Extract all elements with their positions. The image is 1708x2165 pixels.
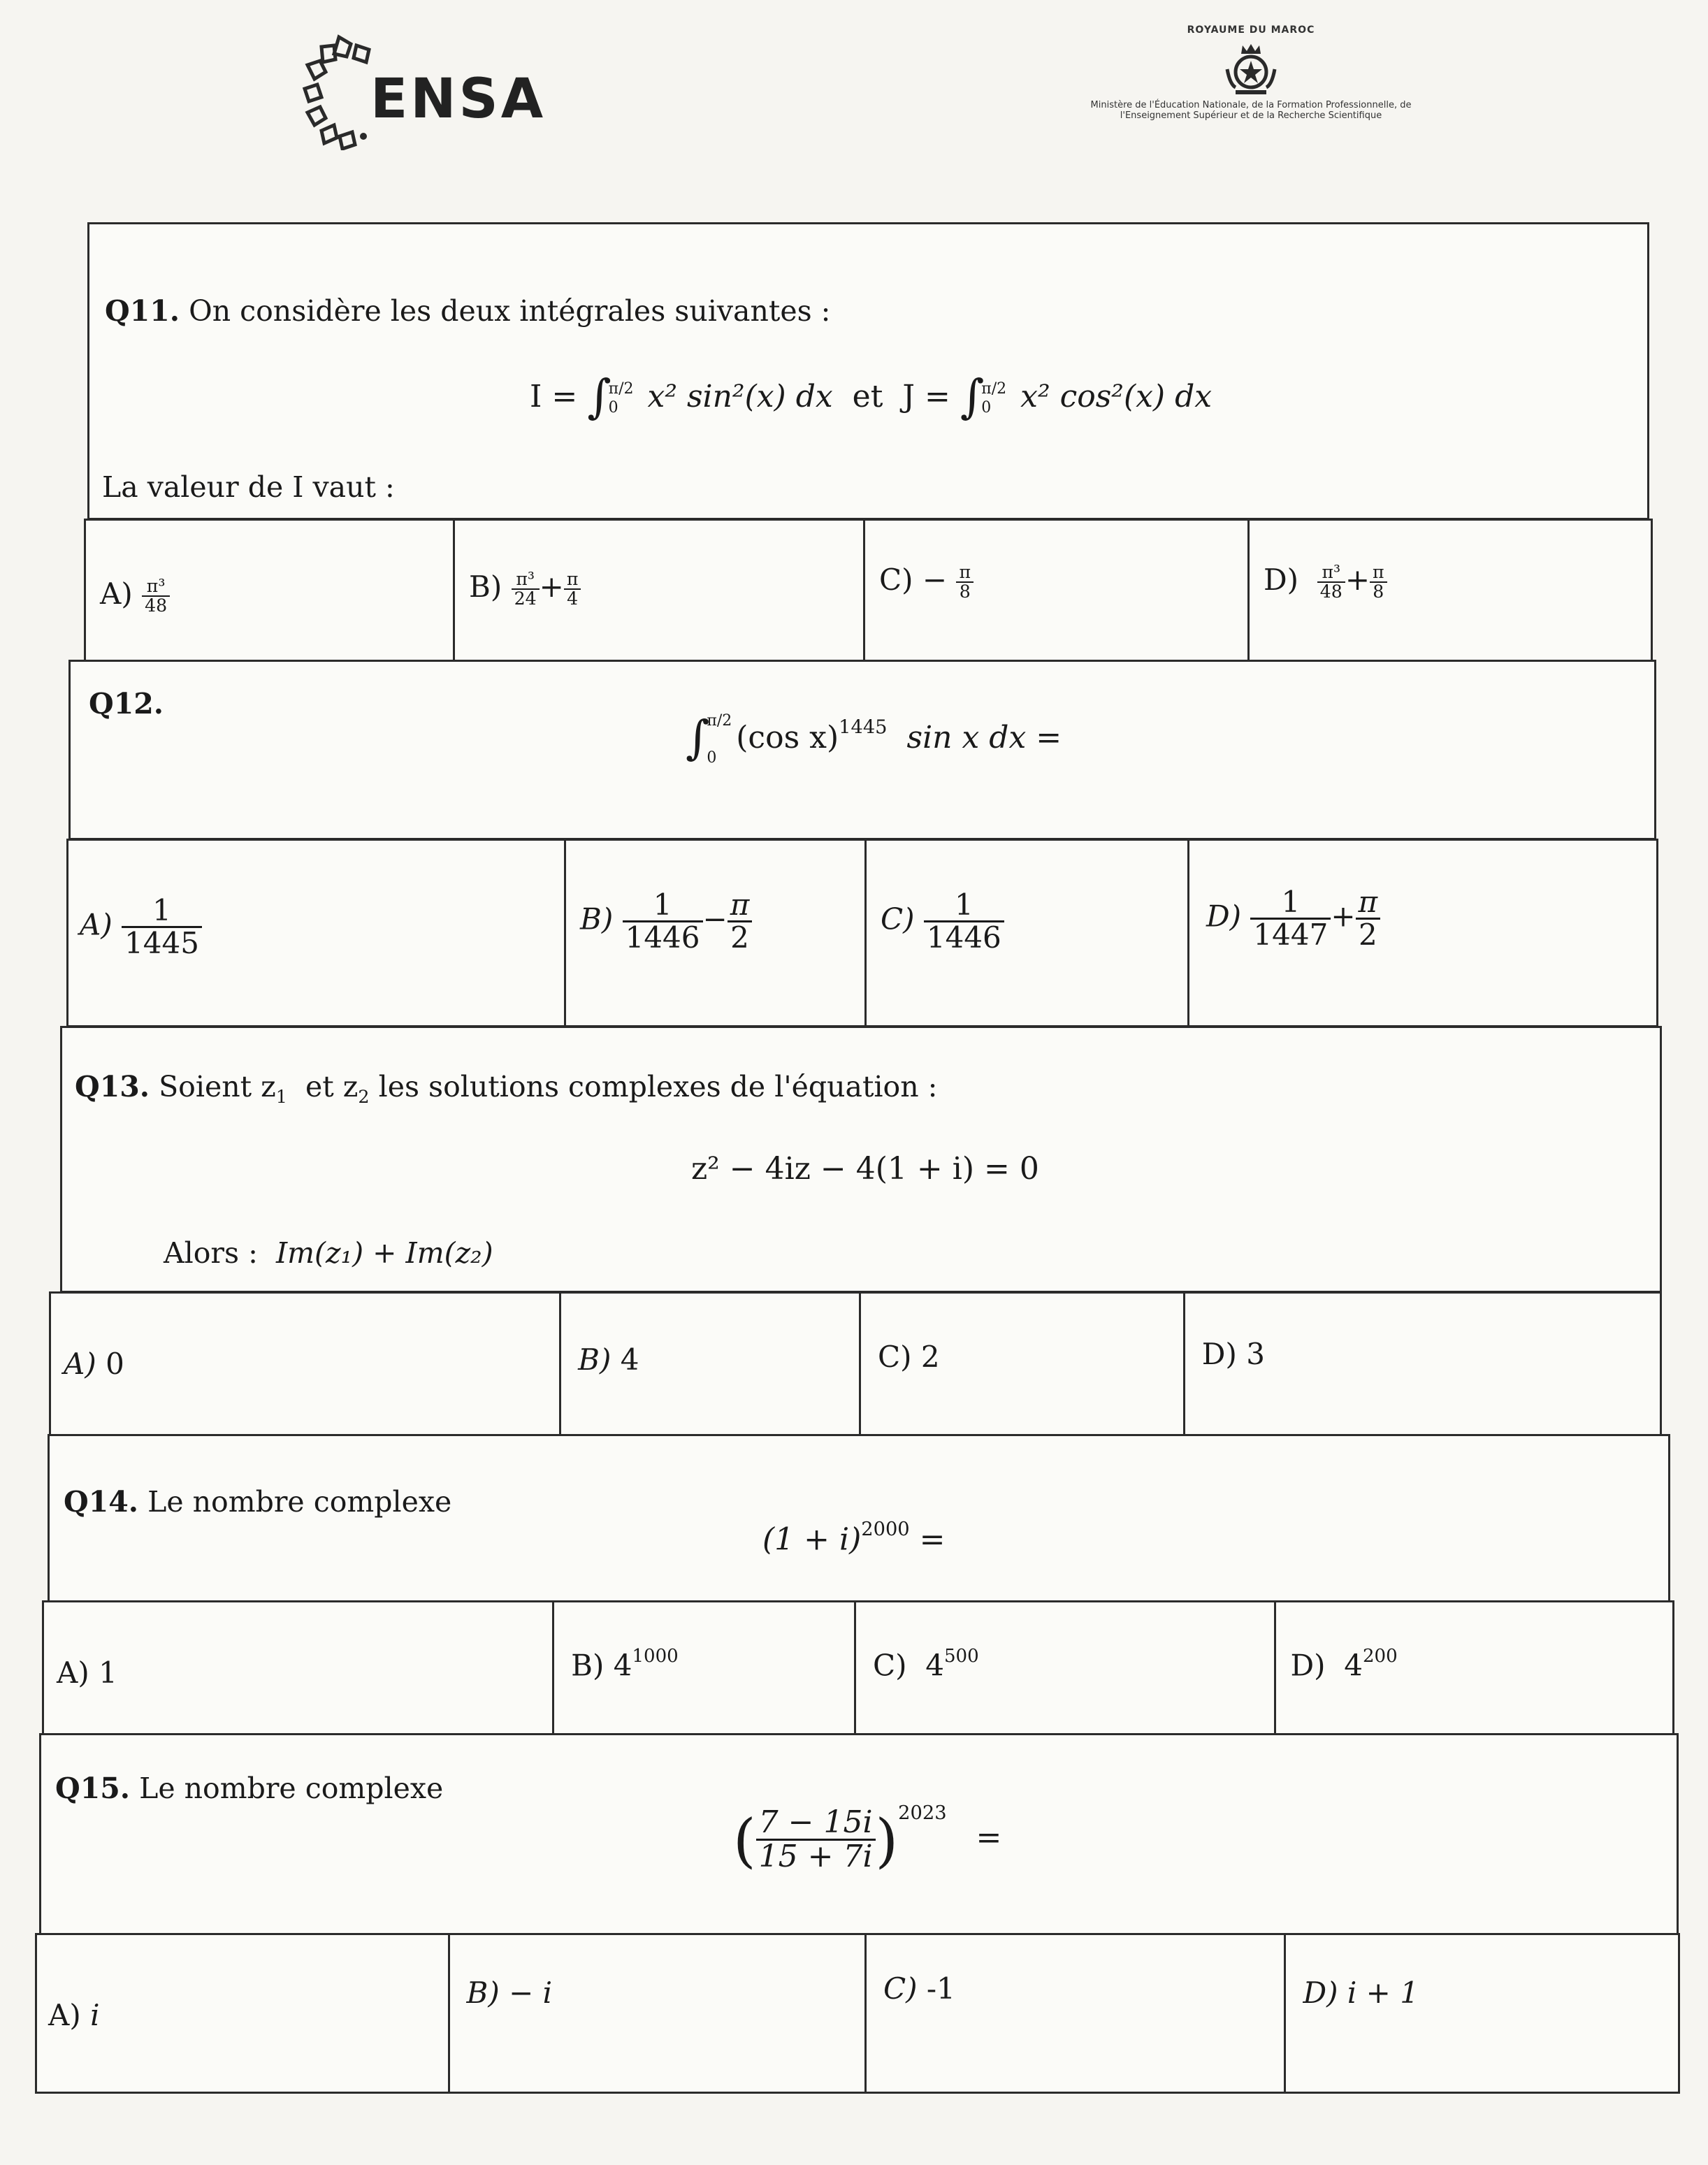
q14-formula [762, 1519, 946, 1557]
q13-then [164, 1236, 493, 1270]
option-label: B) [466, 1976, 500, 2010]
option-label: A) [64, 1347, 96, 1381]
q11-a-value: $\frac{\text{π³}}{48}$ [142, 577, 170, 616]
q11-j-body: x² cos²(x) dx [1020, 379, 1213, 415]
option-label: B) [571, 1648, 605, 1683]
q11-option-c[interactable]: C) − $\frac{\pi}{8}$ [865, 521, 1250, 670]
q15-option-b[interactable] [450, 1935, 867, 2092]
royal-crest-icon [1223, 41, 1279, 97]
option-label: D) [1303, 1976, 1338, 2010]
q12-option-c[interactable]: C) $\frac{1}{1446}$ [867, 841, 1189, 1025]
q13-option-c[interactable] [861, 1294, 1185, 1435]
q14-base: (1 + i) [762, 1521, 862, 1558]
ensa-emblem-icon [301, 31, 377, 150]
q14-option-c[interactable] [856, 1602, 1276, 1734]
q14-tail: = [919, 1521, 946, 1558]
q14-option-d[interactable] [1276, 1602, 1672, 1734]
q13-statement [60, 1026, 1662, 1293]
q11-prompt: On considère les deux intégrales suivantes : [189, 294, 831, 328]
option-value: − i [509, 1976, 553, 2010]
q15-option-d[interactable] [1286, 1935, 1678, 2092]
option-label: A) [80, 907, 113, 942]
q11-i-upper: π/2 [608, 380, 634, 398]
option-base: 4 [613, 1648, 632, 1683]
q15-number: Q15. [55, 1772, 131, 1805]
q11-options [84, 519, 1653, 672]
q12-formula [686, 711, 1062, 767]
q15-option-c[interactable] [867, 1935, 1286, 2092]
q14-exp: 2000 [861, 1519, 910, 1540]
option-value: i [90, 1998, 100, 2032]
q15-prompt: Le nombre complexe [139, 1772, 444, 1805]
kingdom-label: ROYAUME DU MAROC [1187, 24, 1315, 36]
option-label: C) [877, 1340, 912, 1374]
q14-prompt: Le nombre complexe [147, 1485, 452, 1519]
q14-statement [48, 1434, 1670, 1603]
q12-option-d[interactable]: D) $\frac{1}{1447}$ + $\frac{\pi}{2}$ [1189, 841, 1656, 1025]
option-label: C) [881, 902, 915, 936]
q11-option-d[interactable]: D) $\frac{\text{π³}}{48}$ + $\frac{\pi}{8}$ [1250, 521, 1651, 670]
option-base: 4 [925, 1648, 944, 1683]
q11-follow: La valeur de I vaut : [102, 470, 395, 504]
q15-title [55, 1772, 443, 1805]
q12-base: (cos x) [736, 720, 839, 756]
q12-exp: 1445 [839, 716, 888, 739]
q11-i-lower: 0 [608, 398, 618, 417]
q11-option-a[interactable] [86, 521, 455, 670]
q12-option-a[interactable]: A) $\frac{1}{1445}$ [68, 841, 566, 1025]
q12-lower: 0 [707, 748, 717, 767]
q11-j-label: J = [902, 379, 950, 415]
q15-formula: ( $\frac{7 - 15i}{15 + 7i}$ )$^{2023}$ = [733, 1802, 1002, 1875]
option-value: 2 [920, 1340, 940, 1374]
q13-then-expr: Im(z₁) + Im(z₂) [275, 1236, 493, 1270]
integral-symbol: ∫ [960, 370, 985, 423]
option-value: 4 [620, 1342, 639, 1377]
q13-option-d[interactable] [1185, 1294, 1660, 1435]
option-exp: 1000 [632, 1646, 679, 1667]
integral-symbol: ∫ [686, 711, 710, 765]
option-label: C) [873, 1648, 907, 1683]
option-label: B) [580, 902, 614, 936]
option-label: D) [1264, 563, 1299, 597]
ensa-logo [301, 31, 547, 164]
option-label: D) [1201, 1337, 1237, 1371]
option-exp: 200 [1362, 1646, 1398, 1667]
option-label: D) [1206, 899, 1242, 934]
q12-upper: π/2 [707, 712, 732, 730]
option-value: -1 [926, 1971, 955, 2006]
q14-options [42, 1600, 1674, 1736]
q11-formula [530, 370, 1212, 423]
q13-title [75, 1070, 937, 1107]
q12-title [89, 687, 164, 721]
q11-j-upper: π/2 [981, 380, 1007, 398]
option-value: 0 [106, 1347, 124, 1381]
q15-options [35, 1933, 1680, 2094]
option-value: i + 1 [1347, 1976, 1419, 2010]
q11-j-lower: 0 [981, 398, 992, 417]
q15-statement [39, 1733, 1679, 1936]
q12-options [66, 839, 1658, 1027]
q11-title [105, 294, 830, 328]
ensa-logo-text: ENSA [370, 68, 547, 131]
option-value: 3 [1246, 1337, 1265, 1371]
q14-option-a[interactable] [44, 1602, 554, 1734]
option-label: A) [100, 577, 133, 611]
q11-conj: et [852, 379, 883, 415]
option-exp: 500 [943, 1646, 979, 1667]
q14-title [64, 1485, 451, 1519]
ministry-name: Ministère de l'Éducation Nationale, de la Formation Professionnelle, de l'Enseignement Supérieur et de la Recherche Scientifique [1090, 100, 1412, 121]
q14-number: Q14. [64, 1485, 139, 1519]
q15-exp: 2023 [898, 1802, 947, 1824]
option-label: A) [57, 1656, 89, 1690]
q11-i-label: I = [530, 379, 578, 415]
q12-number: Q12. [89, 687, 164, 721]
q11-option-b[interactable]: B) $\frac{\text{π³}}{24}$ + $\frac{\pi}{4}$ [455, 521, 865, 670]
q13-sub1: 1 [275, 1085, 287, 1107]
ministry-logo [1076, 24, 1426, 157]
q13-options [49, 1291, 1662, 1437]
option-label: A) [48, 1998, 81, 2032]
q14-option-b[interactable] [554, 1602, 856, 1734]
q13-then-label: Alors : [164, 1236, 258, 1270]
q13-prompt-c: les solutions complexes de l'équation : [378, 1070, 938, 1103]
q15-tail: = [976, 1819, 1002, 1855]
q12-option-b[interactable]: B) $\frac{1}{1446}$ − $\frac{\pi}{2}$ [566, 841, 867, 1025]
option-label: D) [1290, 1648, 1326, 1683]
q11-number: Q11. [105, 294, 180, 328]
q13-sub2: 2 [358, 1085, 370, 1107]
integral-symbol: ∫ [587, 370, 611, 423]
option-value: 1 [99, 1656, 117, 1690]
q12-statement [68, 660, 1656, 840]
q13-option-a[interactable] [51, 1294, 561, 1435]
q15-numerator: 7 − 15i [758, 1804, 873, 1840]
q13-option-b[interactable] [561, 1294, 861, 1435]
q13-prompt-a: Soient z [159, 1070, 276, 1103]
option-label: B) [469, 570, 502, 604]
q11-i-body: x² sin²(x) dx [647, 379, 833, 415]
q15-denominator: 15 + 7i [756, 1839, 876, 1873]
option-label: B) [578, 1342, 611, 1377]
q13-prompt-b: et z [305, 1070, 359, 1103]
q13-number: Q13. [75, 1070, 150, 1103]
q11-statement [87, 222, 1649, 520]
option-label: C) [883, 1971, 918, 2006]
option-base: 4 [1344, 1648, 1363, 1683]
q12-tail: sin x dx = [906, 720, 1062, 756]
q15-option-a[interactable] [37, 1935, 450, 2092]
q13-equation: z² − 4iz − 4(1 + i) = 0 [691, 1151, 1039, 1187]
option-label: C) [879, 563, 913, 597]
